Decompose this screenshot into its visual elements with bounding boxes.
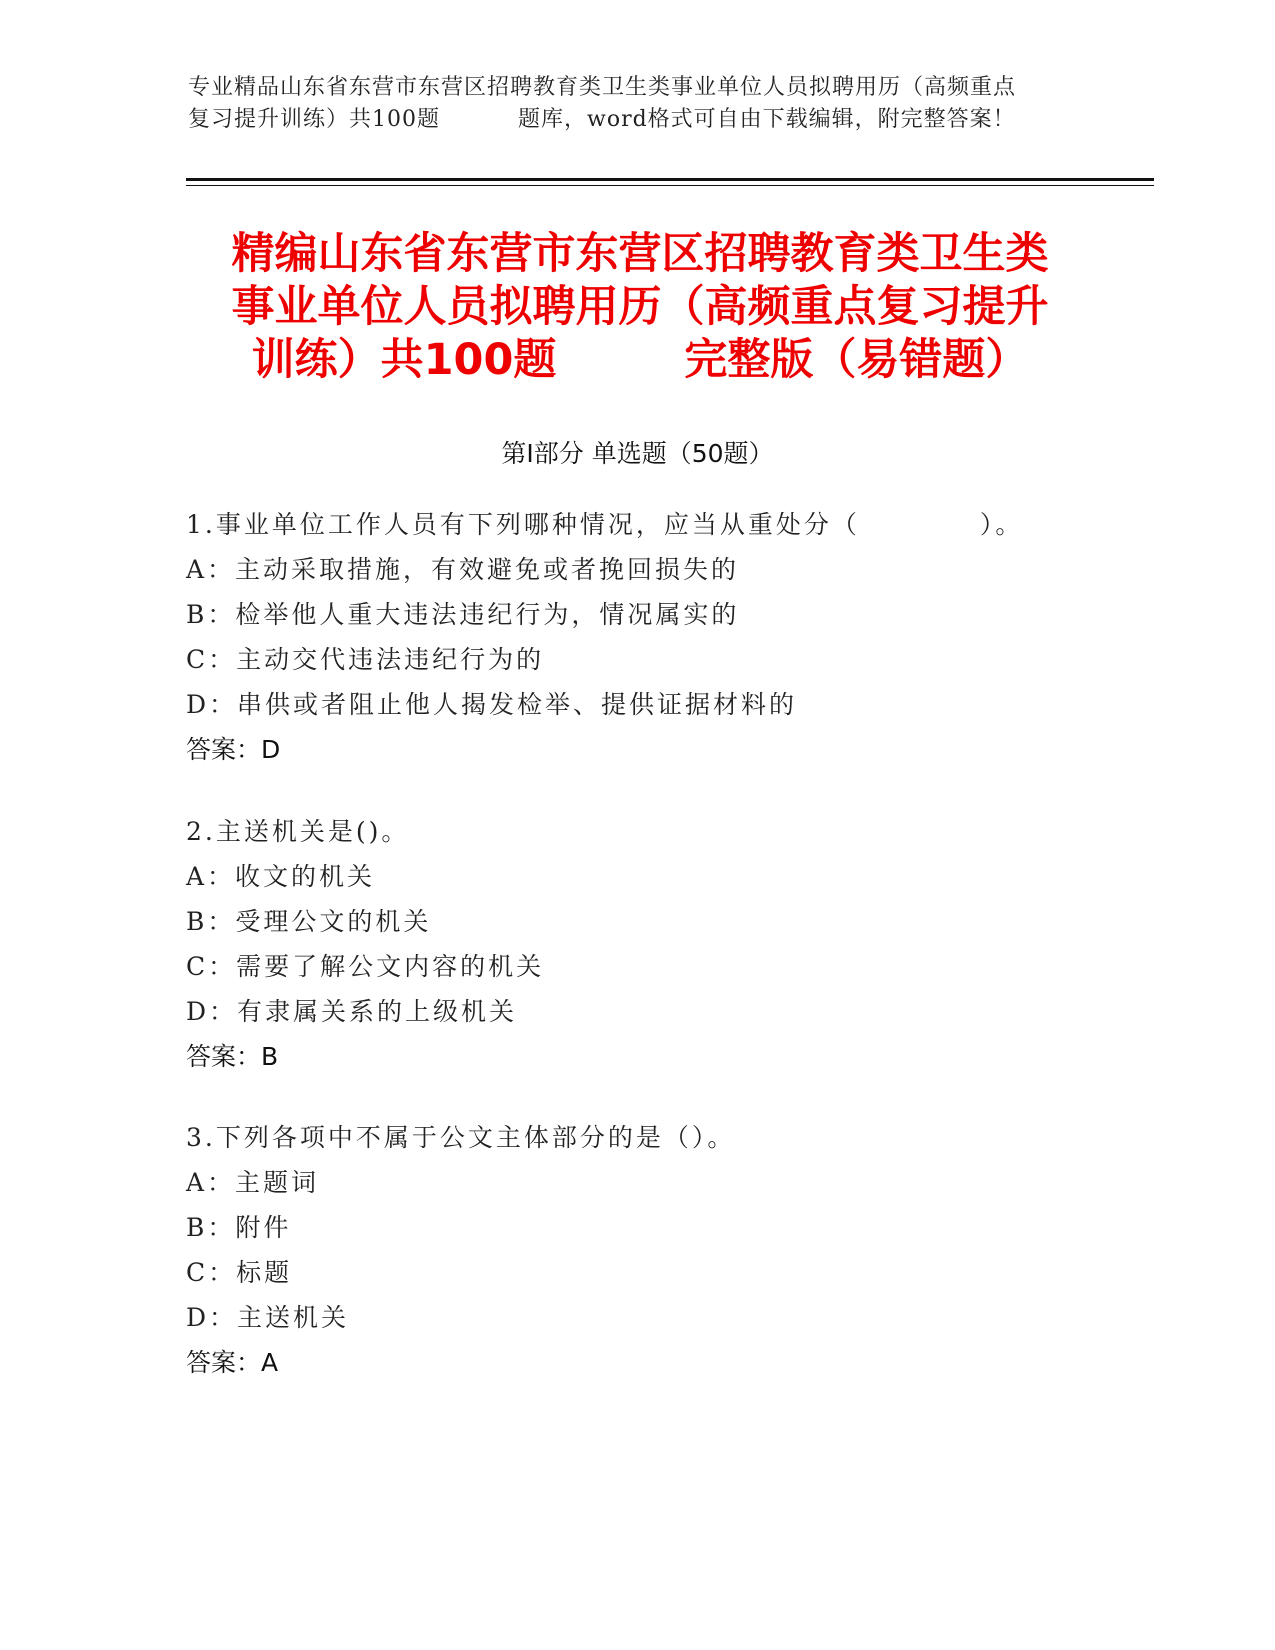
answer: 答案：D bbox=[186, 735, 281, 764]
header-line-1: 专业精品山东省东营市东营区招聘教育类卫生类事业单位人员拟聘用历（高频重点 bbox=[188, 75, 1017, 100]
question-stem-part2: ）。 bbox=[979, 510, 1024, 539]
answer: 答案：A bbox=[186, 1348, 279, 1377]
option-d: D：串供或者阻止他人揭发检举、提供证据材料的 bbox=[186, 690, 798, 719]
option-c: C：需要了解公文内容的机关 bbox=[186, 952, 545, 981]
header-line-2a: 复习提升训练）共100题 bbox=[188, 107, 440, 132]
option-c: C：标题 bbox=[186, 1258, 293, 1287]
question-stem bbox=[186, 502, 1086, 547]
option-b: B：附件 bbox=[186, 1213, 292, 1242]
document-title bbox=[180, 228, 1100, 387]
option-d: D：主送机关 bbox=[186, 1303, 350, 1332]
option-d: D：有隶属关系的上级机关 bbox=[186, 997, 518, 1026]
title-line-3b: 完整版（易错题） bbox=[684, 335, 1029, 385]
question-2 bbox=[186, 809, 1086, 1079]
option-b: B：检举他人重大违法违纪行为，情况属实的 bbox=[186, 600, 740, 629]
title-line-3 bbox=[180, 334, 1100, 387]
answer: 答案：B bbox=[186, 1042, 279, 1071]
question-stem-part1: 1.事业单位工作人员有下列哪种情况，应当从重处分（ bbox=[186, 510, 860, 539]
option-a: A：收文的机关 bbox=[186, 862, 376, 891]
header-rule-thick bbox=[186, 178, 1154, 181]
page-header bbox=[188, 72, 1088, 136]
header-rule-thin bbox=[186, 185, 1154, 186]
option-c: C：主动交代违法违纪行为的 bbox=[186, 645, 545, 674]
title-line-2: 事业单位人员拟聘用历（高频重点复习提升 bbox=[231, 282, 1049, 332]
question-stem: 2.主送机关是()。 bbox=[186, 817, 410, 846]
question-1 bbox=[186, 502, 1086, 772]
option-a: A：主题词 bbox=[186, 1168, 320, 1197]
header-line-2b: 题库，word格式可自由下载编辑，附完整答案！ bbox=[518, 107, 1016, 132]
question-3 bbox=[186, 1115, 1086, 1385]
option-b: B：受理公文的机关 bbox=[186, 907, 432, 936]
section-heading: 第Ⅰ部分 单选题（50题） bbox=[501, 439, 774, 468]
title-line-1: 精编山东省东营市东营区招聘教育类卫生类 bbox=[231, 229, 1049, 279]
title-line-3a: 训练）共100题 bbox=[251, 335, 557, 385]
option-a: A：主动采取措施，有效避免或者挽回损失的 bbox=[186, 555, 740, 584]
question-stem: 3.下列各项中不属于公文主体部分的是（）。 bbox=[186, 1123, 736, 1152]
